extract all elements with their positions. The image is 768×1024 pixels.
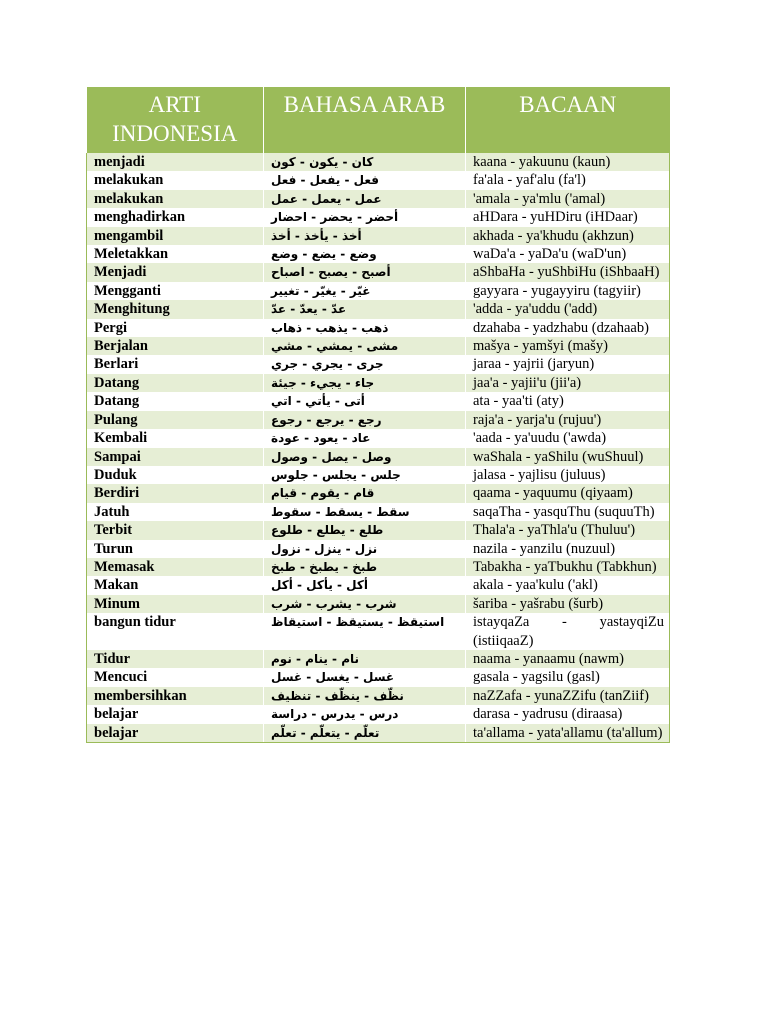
cell-arti-indonesia: menghadirkan [87,208,264,226]
cell-arti-indonesia: mengambil [87,227,264,245]
cell-bacaan: fa'ala - yaf'alu (fa'l) [466,171,670,189]
cell-bacaan: dzahaba - yadzhabu (dzahaab) [466,319,670,337]
vocabulary-table [86,87,670,743]
cell-arti-indonesia: Jatuh [87,503,264,521]
cell-bacaan: Thala'a - yaThla'u (Thuluu') [466,521,670,539]
table-row [87,613,670,650]
cell-arti-indonesia: Makan [87,576,264,594]
table-row [87,355,670,373]
cell-arti-indonesia: Berlari [87,355,264,373]
cell-bahasa-arab: فعل - يفعل - فعل [264,171,466,189]
table-row [87,374,670,392]
cell-bacaan: waShala - yaShilu (wuShuul) [466,448,670,466]
table-row [87,319,670,337]
cell-arti-indonesia: Tidur [87,650,264,668]
cell-bahasa-arab: شرب - يشرب - شرب [264,595,466,613]
table-row [87,687,670,705]
cell-bacaan: aShbaHa - yuShbiHu (iShbaaH) [466,263,670,281]
cell-arti-indonesia: Memasak [87,558,264,576]
cell-arti-indonesia: Berdiri [87,484,264,502]
cell-arti-indonesia: menjadi [87,153,264,171]
cell-arti-indonesia: Mengganti [87,282,264,300]
table-row [87,466,670,484]
cell-arti-indonesia: belajar [87,705,264,723]
table-body [87,153,670,743]
cell-bacaan: 'aada - ya'uudu ('awda) [466,429,670,447]
cell-arti-indonesia: Mencuci [87,668,264,686]
table-row [87,705,670,723]
cell-bacaan: jaa'a - yajii'u (jii'a) [466,374,670,392]
cell-bacaan: gasala - yagsilu (gasl) [466,668,670,686]
cell-arti-indonesia: Datang [87,374,264,392]
cell-bacaan: qaama - yaquumu (qiyaam) [466,484,670,502]
table-row [87,595,670,613]
cell-bacaan: istayqaZa - yastayqiZu (istiiqaaZ) [466,613,670,650]
cell-bacaan: naZZafa - yunaZZifu (tanZiif) [466,687,670,705]
cell-arti-indonesia: Kembali [87,429,264,447]
cell-arti-indonesia: Datang [87,392,264,410]
table-row [87,190,670,208]
cell-bacaan: raja'a - yarja'u (rujuu') [466,411,670,429]
table-row [87,576,670,594]
cell-bacaan: waDa'a - yaDa'u (waD'un) [466,245,670,263]
cell-bahasa-arab: غيّر - يغيّر - تغيير [264,282,466,300]
header-arti-indonesia: ARTI INDONESIA [87,87,264,153]
cell-bahasa-arab: ذهب - يذهب - ذهاب [264,319,466,337]
cell-bacaan: naama - yanaamu (nawm) [466,650,670,668]
cell-arti-indonesia: Meletakkan [87,245,264,263]
cell-bahasa-arab: كان - يكون - كون [264,153,466,171]
cell-bahasa-arab: تعلّم - يتعلّم - تعلّم [264,724,466,743]
cell-bahasa-arab: نام - ينام - نوم [264,650,466,668]
cell-arti-indonesia: melakukan [87,190,264,208]
table-row [87,245,670,263]
table-row [87,337,670,355]
table-row [87,171,670,189]
cell-bahasa-arab: رجع - يرجع - رجوع [264,411,466,429]
cell-bacaan: 'adda - ya'uddu ('add) [466,300,670,318]
cell-bacaan: darasa - yadrusu (diraasa) [466,705,670,723]
cell-bahasa-arab: أحضر - يحضر - احضار [264,208,466,226]
table-row [87,411,670,429]
cell-arti-indonesia: Menghitung [87,300,264,318]
cell-bahasa-arab: سقط - يسقط - سقوط [264,503,466,521]
cell-bahasa-arab: أكل - يأكل - أكل [264,576,466,594]
cell-bahasa-arab: وصل - يصل - وصول [264,448,466,466]
cell-arti-indonesia: Pulang [87,411,264,429]
cell-arti-indonesia: Terbit [87,521,264,539]
cell-bacaan: jaraa - yajrii (jaryun) [466,355,670,373]
cell-bacaan: gayyara - yugayyiru (tagyiir) [466,282,670,300]
cell-bacaan: šariba - yašrabu (šurb) [466,595,670,613]
cell-bahasa-arab: أخذ - يأخذ - أخذ [264,227,466,245]
cell-bahasa-arab: عاد - يعود - عودة [264,429,466,447]
cell-arti-indonesia: bangun tidur [87,613,264,650]
cell-arti-indonesia: melakukan [87,171,264,189]
cell-bahasa-arab: وضع - يضع - وضع [264,245,466,263]
cell-bacaan: 'amala - ya'mlu ('amal) [466,190,670,208]
cell-bahasa-arab: درس - يدرس - دراسة [264,705,466,723]
cell-bahasa-arab: استيقظ - يستيقظ - استيقاظ [264,613,466,650]
cell-bacaan: saqaTha - yasquThu (suquuTh) [466,503,670,521]
cell-arti-indonesia: membersihkan [87,687,264,705]
table-row [87,558,670,576]
table-row [87,227,670,245]
cell-arti-indonesia: Pergi [87,319,264,337]
table-header [87,87,670,153]
header-bahasa-arab: BAHASA ARAB [264,87,466,153]
cell-arti-indonesia: Minum [87,595,264,613]
cell-bacaan: kaana - yakuunu (kaun) [466,153,670,171]
cell-bahasa-arab: جرى - يجري - جري [264,355,466,373]
table-row [87,429,670,447]
table-row [87,724,670,743]
table-row [87,540,670,558]
table-row [87,263,670,281]
cell-arti-indonesia: belajar [87,724,264,743]
cell-bahasa-arab: جلس - يجلس - جلوس [264,466,466,484]
cell-bacaan: Tabakha - yaTbukhu (Tabkhun) [466,558,670,576]
cell-arti-indonesia: Duduk [87,466,264,484]
table-row [87,503,670,521]
cell-bacaan: akala - yaa'kulu ('akl) [466,576,670,594]
cell-arti-indonesia: Berjalan [87,337,264,355]
cell-bahasa-arab: عدّ - يعدّ - عدّ [264,300,466,318]
cell-bacaan: akhada - ya'khudu (akhzun) [466,227,670,245]
header-row [87,87,670,153]
cell-bacaan: mašya - yamšyi (mašy) [466,337,670,355]
table-row [87,650,670,668]
cell-bahasa-arab: عمل - يعمل - عمل [264,190,466,208]
table-row [87,448,670,466]
table-row [87,208,670,226]
table-row [87,300,670,318]
cell-bacaan: jalasa - yajlisu (juluus) [466,466,670,484]
cell-bahasa-arab: مشى - يمشي - مشي [264,337,466,355]
cell-bacaan: ta'allama - yata'allamu (ta'allum) [466,724,670,743]
cell-bahasa-arab: طبخ - يطبخ - طبخ [264,558,466,576]
cell-bahasa-arab: قام - يقوم - قيام [264,484,466,502]
table-row [87,392,670,410]
table-row [87,521,670,539]
cell-bacaan: nazila - yanzilu (nuzuul) [466,540,670,558]
table-row [87,668,670,686]
cell-bahasa-arab: أتى - يأتي - اتي [264,392,466,410]
cell-arti-indonesia: Turun [87,540,264,558]
cell-bahasa-arab: طلع - يطلع - طلوع [264,521,466,539]
cell-arti-indonesia: Menjadi [87,263,264,281]
cell-bahasa-arab: نظّف - ينظّف - تنظيف [264,687,466,705]
cell-bacaan: ata - yaa'ti (aty) [466,392,670,410]
table-row [87,153,670,171]
cell-bacaan: aHDara - yuHDiru (iHDaar) [466,208,670,226]
table-row [87,484,670,502]
cell-bahasa-arab: نزل - ينزل - نزول [264,540,466,558]
cell-bahasa-arab: جاء - يجيء - جيئة [264,374,466,392]
cell-arti-indonesia: Sampai [87,448,264,466]
header-bacaan: BACAAN [466,87,670,153]
table-row [87,282,670,300]
cell-bahasa-arab: غسل - يغسل - غسل [264,668,466,686]
cell-bahasa-arab: أصبح - يصبح - اصباح [264,263,466,281]
